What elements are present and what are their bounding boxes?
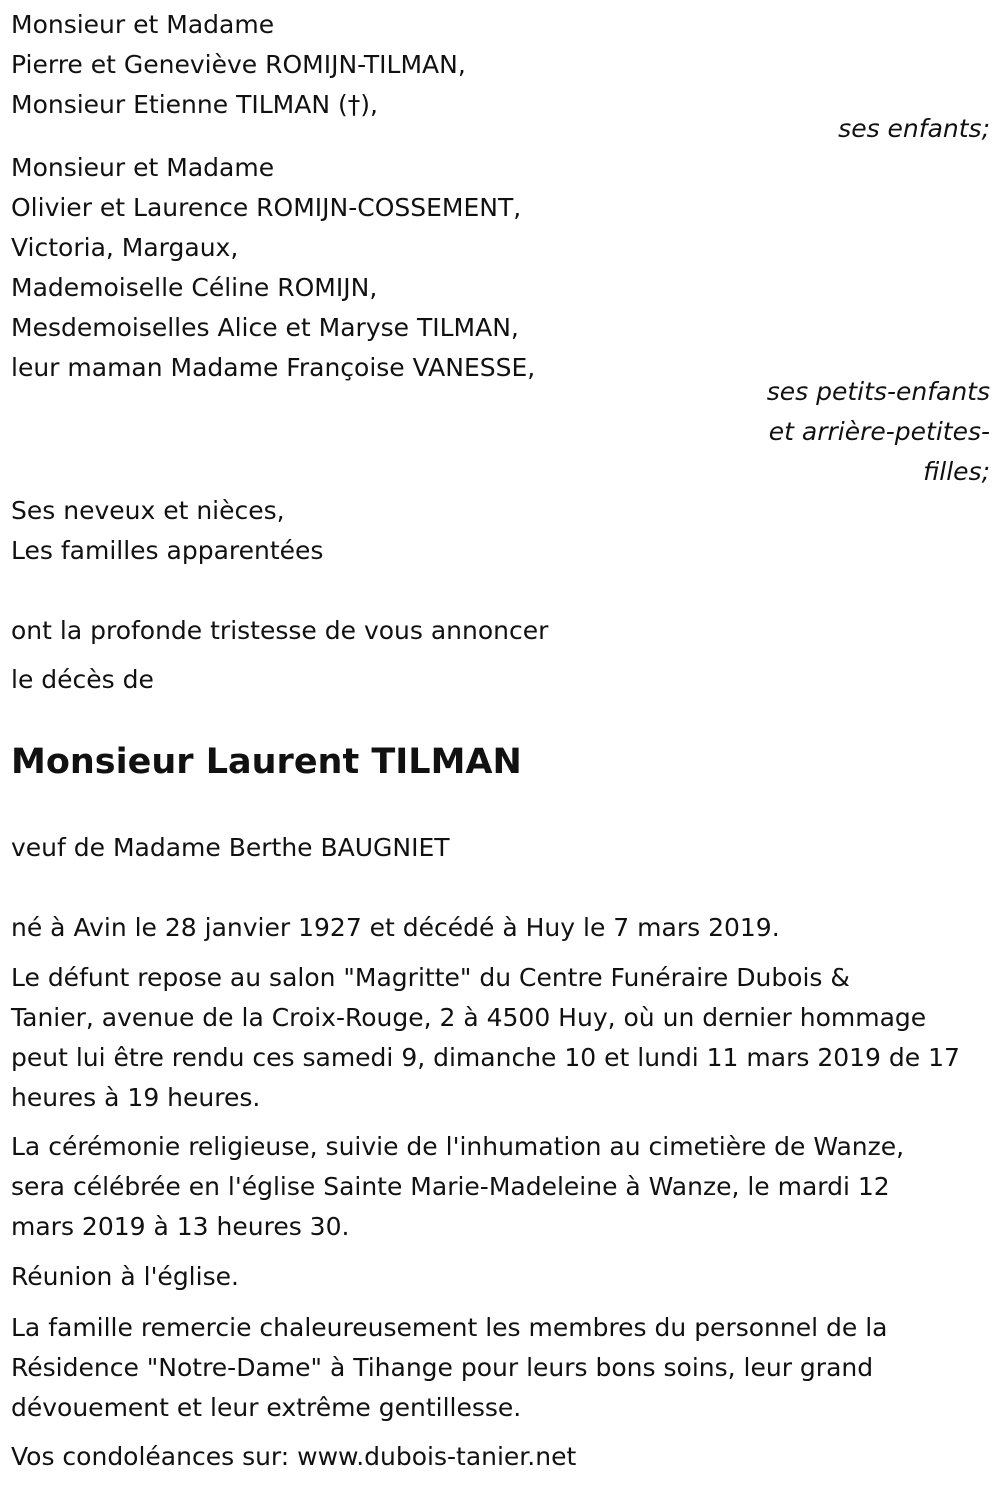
visitation-paragraph bbox=[11, 958, 990, 1118]
death-of-text: le décès de bbox=[11, 665, 154, 694]
thanks-line: La famille remercie chaleureusement les membres du personnel de la bbox=[11, 1313, 888, 1342]
grandchildren-relation bbox=[11, 372, 990, 492]
visitation-line: Le défunt repose au salon "Magritte" du Centre Funéraire Dubois & bbox=[11, 963, 850, 992]
gathering-text: Réunion à l'église. bbox=[11, 1262, 239, 1291]
other-family-block bbox=[11, 491, 990, 571]
thanks-line: Résidence "Notre-Dame" à Tihange pour leurs bons soins, leur grand bbox=[11, 1353, 874, 1382]
grandchildren-name-line: Mademoiselle Céline ROMIJN, bbox=[11, 273, 378, 302]
grandchildren-relation-line: ses petits-enfants bbox=[766, 377, 990, 406]
deceased-name: Monsieur Laurent TILMAN bbox=[11, 742, 522, 782]
ceremony-line: La cérémonie religieuse, suivie de l'inhumation au cimetière de Wanze, bbox=[11, 1132, 905, 1161]
thanks-line: dévouement et leur extrême gentillesse. bbox=[11, 1393, 522, 1422]
children-name-line: Pierre et Geneviève ROMIJN-TILMAN, bbox=[11, 50, 466, 79]
grandchildren-name-line: Monsieur et Madame bbox=[11, 153, 275, 182]
children-block bbox=[11, 5, 990, 125]
grandchildren-block bbox=[11, 148, 990, 388]
visitation-line: heures à 19 heures. bbox=[11, 1083, 261, 1112]
children-name-line: Monsieur et Madame bbox=[11, 10, 275, 39]
grandchildren-name-line: leur maman Madame Françoise VANESSE, bbox=[11, 353, 536, 382]
announcement-text: ont la profonde tristesse de vous annoncer bbox=[11, 616, 549, 645]
other-family-line: Les familles apparentées bbox=[11, 536, 324, 565]
thanks-paragraph bbox=[11, 1308, 990, 1428]
condolences-line bbox=[11, 1437, 990, 1477]
visitation-line: peut lui être rendu ces samedi 9, dimanche 10 et lundi 11 mars 2019 de 17 bbox=[11, 1043, 960, 1072]
grandchildren-relation-line: et arrière-petites- bbox=[768, 417, 990, 446]
ceremony-line: mars 2019 à 13 heures 30. bbox=[11, 1212, 350, 1241]
children-relation: ses enfants; bbox=[838, 114, 990, 143]
ceremony-paragraph bbox=[11, 1127, 990, 1247]
other-family-line: Ses neveux et nièces, bbox=[11, 496, 285, 525]
widower-of-text: veuf de Madame Berthe BAUGNIET bbox=[11, 833, 450, 862]
children-name-line: Monsieur Etienne TILMAN (†), bbox=[11, 90, 378, 119]
ceremony-line: sera célébrée en l'église Sainte Marie-Madeleine à Wanze, le mardi 12 bbox=[11, 1172, 890, 1201]
visitation-line: Tanier, avenue de la Croix-Rouge, 2 à 4500 Huy, où un dernier hommage bbox=[11, 1003, 927, 1032]
condolences-url: www.dubois-tanier.net bbox=[297, 1442, 577, 1471]
grandchildren-name-line: Olivier et Laurence ROMIJN-COSSEMENT, bbox=[11, 193, 522, 222]
grandchildren-name-line: Mesdemoiselles Alice et Maryse TILMAN, bbox=[11, 313, 519, 342]
grandchildren-name-line: Victoria, Margaux, bbox=[11, 233, 239, 262]
condolences-label: Vos condoléances sur: bbox=[11, 1442, 290, 1471]
grandchildren-relation-line: filles; bbox=[923, 457, 990, 486]
birth-death-text: né à Avin le 28 janvier 1927 et décédé à Huy le 7 mars 2019. bbox=[11, 913, 780, 942]
